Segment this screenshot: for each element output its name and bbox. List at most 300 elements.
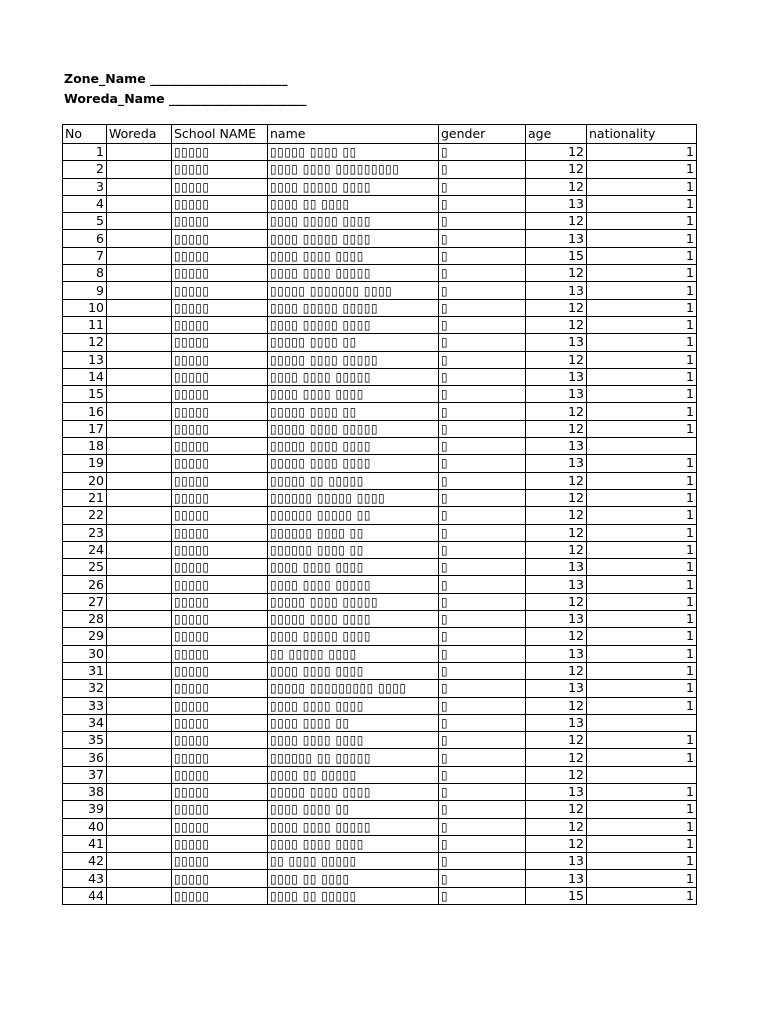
cell-age: 12 [526, 732, 587, 749]
cell-nationality: 1 [587, 299, 697, 316]
cell-name: ▯▯▯▯▯ ▯▯▯▯ ▯▯ [268, 144, 439, 161]
cell-no: 18 [63, 438, 107, 455]
cell-nationality: 1 [587, 732, 697, 749]
cell-name: ▯▯▯▯▯ ▯▯▯▯ ▯▯▯▯▯ [268, 351, 439, 368]
cell-school-name: ▯▯▯▯▯ [172, 714, 268, 731]
cell-woreda [107, 489, 172, 506]
cell-school-name: ▯▯▯▯▯ [172, 576, 268, 593]
cell-gender: ▯ [439, 835, 526, 852]
cell-age: 13 [526, 386, 587, 403]
cell-woreda [107, 299, 172, 316]
column-header-school-name: School NAME [172, 125, 268, 144]
cell-school-name: ▯▯▯▯▯ [172, 282, 268, 299]
cell-gender: ▯ [439, 714, 526, 731]
cell-school-name: ▯▯▯▯▯ [172, 611, 268, 628]
cell-woreda [107, 801, 172, 818]
cell-name: ▯▯▯▯▯▯ ▯▯▯▯▯ ▯▯ [268, 507, 439, 524]
cell-school-name: ▯▯▯▯▯ [172, 801, 268, 818]
table-row [63, 853, 697, 870]
cell-nationality: 1 [587, 316, 697, 333]
cell-gender: ▯ [439, 662, 526, 679]
cell-no: 38 [63, 783, 107, 800]
cell-name: ▯▯▯▯ ▯▯▯▯ ▯▯▯▯▯ [268, 265, 439, 282]
cell-age: 12 [526, 265, 587, 282]
cell-nationality: 1 [587, 697, 697, 714]
cell-name: ▯▯▯▯ ▯▯ ▯▯▯▯ [268, 870, 439, 887]
cell-no: 4 [63, 195, 107, 212]
cell-school-name: ▯▯▯▯▯ [172, 489, 268, 506]
cell-no: 19 [63, 455, 107, 472]
cell-gender: ▯ [439, 628, 526, 645]
table-row [63, 732, 697, 749]
cell-no: 6 [63, 230, 107, 247]
cell-no: 30 [63, 645, 107, 662]
cell-no: 27 [63, 593, 107, 610]
cell-name: ▯▯▯▯ ▯▯▯▯▯ ▯▯▯▯▯ [268, 299, 439, 316]
table-row [63, 368, 697, 385]
cell-gender: ▯ [439, 853, 526, 870]
table-row [63, 351, 697, 368]
table-row [63, 559, 697, 576]
cell-gender: ▯ [439, 489, 526, 506]
cell-school-name: ▯▯▯▯▯ [172, 247, 268, 264]
column-header-gender: gender [439, 125, 526, 144]
table-row [63, 576, 697, 593]
cell-age: 12 [526, 749, 587, 766]
cell-gender: ▯ [439, 178, 526, 195]
column-header-name: name [268, 125, 439, 144]
cell-woreda [107, 887, 172, 904]
cell-age: 15 [526, 887, 587, 904]
cell-gender: ▯ [439, 386, 526, 403]
cell-name: ▯▯▯▯▯▯ ▯▯▯▯ ▯▯ [268, 524, 439, 541]
cell-nationality [587, 438, 697, 455]
table-row [63, 593, 697, 610]
cell-school-name: ▯▯▯▯▯ [172, 887, 268, 904]
table-row [63, 144, 697, 161]
table-row [63, 316, 697, 333]
cell-age: 13 [526, 783, 587, 800]
cell-no: 17 [63, 420, 107, 437]
cell-nationality: 1 [587, 403, 697, 420]
cell-age: 12 [526, 818, 587, 835]
cell-name: ▯▯▯▯ ▯▯ ▯▯▯▯▯ [268, 887, 439, 904]
cell-nationality: 1 [587, 213, 697, 230]
cell-nationality: 1 [587, 265, 697, 282]
cell-nationality: 1 [587, 455, 697, 472]
cell-age: 12 [526, 507, 587, 524]
cell-woreda [107, 455, 172, 472]
cell-gender: ▯ [439, 316, 526, 333]
cell-age: 12 [526, 178, 587, 195]
table-row [63, 714, 697, 731]
cell-nationality: 1 [587, 628, 697, 645]
cell-school-name: ▯▯▯▯▯ [172, 472, 268, 489]
cell-age: 12 [526, 489, 587, 506]
cell-age: 13 [526, 334, 587, 351]
cell-nationality: 1 [587, 593, 697, 610]
cell-school-name: ▯▯▯▯▯ [172, 732, 268, 749]
table-row [63, 282, 697, 299]
table-row [63, 247, 697, 264]
cell-no: 10 [63, 299, 107, 316]
cell-school-name: ▯▯▯▯▯ [172, 559, 268, 576]
cell-school-name: ▯▯▯▯▯ [172, 662, 268, 679]
table-row [63, 645, 697, 662]
table-row [63, 541, 697, 558]
table-row [63, 420, 697, 437]
cell-nationality [587, 766, 697, 783]
cell-gender: ▯ [439, 697, 526, 714]
cell-woreda [107, 178, 172, 195]
cell-age: 12 [526, 766, 587, 783]
cell-no: 12 [63, 334, 107, 351]
cell-nationality: 1 [587, 472, 697, 489]
cell-gender: ▯ [439, 403, 526, 420]
cell-school-name: ▯▯▯▯▯ [172, 818, 268, 835]
table-row [63, 386, 697, 403]
column-header-no: No [63, 125, 107, 144]
cell-woreda [107, 870, 172, 887]
cell-gender: ▯ [439, 783, 526, 800]
cell-name: ▯▯▯▯ ▯▯▯▯ ▯▯▯▯ [268, 697, 439, 714]
cell-nationality: 1 [587, 611, 697, 628]
cell-school-name: ▯▯▯▯▯ [172, 368, 268, 385]
cell-no: 16 [63, 403, 107, 420]
cell-nationality: 1 [587, 853, 697, 870]
cell-school-name: ▯▯▯▯▯ [172, 316, 268, 333]
cell-school-name: ▯▯▯▯▯ [172, 161, 268, 178]
table-row [63, 818, 697, 835]
cell-nationality: 1 [587, 507, 697, 524]
cell-name: ▯▯▯▯▯ ▯▯▯▯ ▯▯▯▯▯ [268, 420, 439, 437]
cell-name: ▯▯▯▯▯▯ ▯▯ ▯▯▯▯▯ [268, 749, 439, 766]
cell-gender: ▯ [439, 472, 526, 489]
table-row [63, 887, 697, 904]
table-row [63, 697, 697, 714]
cell-no: 13 [63, 351, 107, 368]
cell-woreda [107, 316, 172, 333]
cell-school-name: ▯▯▯▯▯ [172, 507, 268, 524]
cell-nationality: 1 [587, 645, 697, 662]
cell-woreda [107, 213, 172, 230]
cell-name: ▯▯▯▯ ▯▯▯▯ ▯▯▯▯▯▯▯▯▯ [268, 161, 439, 178]
cell-nationality: 1 [587, 334, 697, 351]
table-row [63, 161, 697, 178]
cell-woreda [107, 541, 172, 558]
cell-gender: ▯ [439, 299, 526, 316]
cell-woreda [107, 662, 172, 679]
cell-gender: ▯ [439, 541, 526, 558]
cell-age: 12 [526, 801, 587, 818]
cell-age: 12 [526, 524, 587, 541]
cell-age: 13 [526, 230, 587, 247]
cell-woreda [107, 507, 172, 524]
cell-woreda [107, 403, 172, 420]
cell-no: 32 [63, 680, 107, 697]
cell-woreda [107, 438, 172, 455]
cell-age: 13 [526, 645, 587, 662]
cell-age: 13 [526, 368, 587, 385]
cell-nationality [587, 714, 697, 731]
cell-no: 35 [63, 732, 107, 749]
table-row [63, 507, 697, 524]
cell-age: 12 [526, 316, 587, 333]
cell-name: ▯▯▯▯▯ ▯▯▯▯ ▯▯▯▯ [268, 438, 439, 455]
cell-gender: ▯ [439, 368, 526, 385]
cell-name: ▯▯▯▯ ▯▯▯▯ ▯▯▯▯ [268, 559, 439, 576]
cell-age: 13 [526, 576, 587, 593]
cell-age: 13 [526, 559, 587, 576]
woreda-name-label: Woreda_Name ______________________ [64, 90, 307, 106]
cell-age: 12 [526, 541, 587, 558]
cell-age: 12 [526, 472, 587, 489]
cell-name: ▯▯▯▯▯ ▯▯▯▯▯▯▯ ▯▯▯▯ [268, 282, 439, 299]
cell-school-name: ▯▯▯▯▯ [172, 213, 268, 230]
cell-nationality: 1 [587, 489, 697, 506]
cell-school-name: ▯▯▯▯▯ [172, 783, 268, 800]
column-header-woreda: Woreda [107, 125, 172, 144]
cell-name: ▯▯▯▯ ▯▯ ▯▯▯▯ [268, 195, 439, 212]
cell-school-name: ▯▯▯▯▯ [172, 524, 268, 541]
cell-gender: ▯ [439, 455, 526, 472]
cell-gender: ▯ [439, 247, 526, 264]
cell-name: ▯▯▯▯ ▯▯▯▯ ▯▯▯▯▯ [268, 818, 439, 835]
cell-age: 12 [526, 144, 587, 161]
cell-age: 12 [526, 662, 587, 679]
cell-no: 28 [63, 611, 107, 628]
cell-woreda [107, 783, 172, 800]
cell-school-name: ▯▯▯▯▯ [172, 628, 268, 645]
cell-no: 44 [63, 887, 107, 904]
table-row [63, 403, 697, 420]
cell-no: 26 [63, 576, 107, 593]
cell-nationality: 1 [587, 282, 697, 299]
cell-name: ▯▯▯▯▯▯ ▯▯▯▯ ▯▯ [268, 541, 439, 558]
cell-name: ▯▯▯▯ ▯▯▯▯▯ ▯▯▯▯ [268, 213, 439, 230]
cell-gender: ▯ [439, 195, 526, 212]
cell-nationality: 1 [587, 541, 697, 558]
table-header [63, 125, 697, 144]
cell-no: 5 [63, 213, 107, 230]
cell-gender: ▯ [439, 680, 526, 697]
cell-no: 3 [63, 178, 107, 195]
cell-age: 12 [526, 593, 587, 610]
cell-no: 21 [63, 489, 107, 506]
cell-name: ▯▯▯▯ ▯▯▯▯▯ ▯▯▯▯ [268, 230, 439, 247]
cell-woreda [107, 247, 172, 264]
cell-age: 13 [526, 611, 587, 628]
cell-name: ▯▯▯▯▯▯ ▯▯▯▯▯ ▯▯▯▯ [268, 489, 439, 506]
cell-woreda [107, 282, 172, 299]
cell-nationality: 1 [587, 195, 697, 212]
cell-name: ▯▯ ▯▯▯▯ ▯▯▯▯▯ [268, 853, 439, 870]
cell-no: 23 [63, 524, 107, 541]
cell-woreda [107, 161, 172, 178]
cell-age: 12 [526, 213, 587, 230]
table-row [63, 766, 697, 783]
cell-no: 22 [63, 507, 107, 524]
cell-gender: ▯ [439, 334, 526, 351]
cell-age: 12 [526, 299, 587, 316]
cell-no: 11 [63, 316, 107, 333]
table-row [63, 801, 697, 818]
table-row [63, 334, 697, 351]
cell-name: ▯▯▯▯ ▯▯▯▯ ▯▯ [268, 801, 439, 818]
cell-gender: ▯ [439, 766, 526, 783]
cell-gender: ▯ [439, 438, 526, 455]
table-row [63, 472, 697, 489]
cell-woreda [107, 386, 172, 403]
cell-woreda [107, 472, 172, 489]
cell-nationality: 1 [587, 368, 697, 385]
cell-school-name: ▯▯▯▯▯ [172, 334, 268, 351]
cell-no: 24 [63, 541, 107, 558]
cell-age: 12 [526, 697, 587, 714]
cell-age: 12 [526, 161, 587, 178]
cell-woreda [107, 559, 172, 576]
cell-name: ▯▯▯▯▯ ▯▯▯▯▯▯▯▯▯ ▯▯▯▯ [268, 680, 439, 697]
cell-age: 13 [526, 455, 587, 472]
cell-name: ▯▯▯▯ ▯▯▯▯ ▯▯▯▯▯ [268, 368, 439, 385]
cell-school-name: ▯▯▯▯▯ [172, 697, 268, 714]
cell-gender: ▯ [439, 230, 526, 247]
cell-nationality: 1 [587, 801, 697, 818]
table-row [63, 178, 697, 195]
cell-woreda [107, 835, 172, 852]
cell-no: 36 [63, 749, 107, 766]
cell-gender: ▯ [439, 887, 526, 904]
cell-no: 37 [63, 766, 107, 783]
table-row [63, 611, 697, 628]
cell-gender: ▯ [439, 870, 526, 887]
cell-school-name: ▯▯▯▯▯ [172, 299, 268, 316]
cell-gender: ▯ [439, 524, 526, 541]
cell-name: ▯▯ ▯▯▯▯▯ ▯▯▯▯ [268, 645, 439, 662]
cell-school-name: ▯▯▯▯▯ [172, 680, 268, 697]
cell-woreda [107, 749, 172, 766]
table-row [63, 870, 697, 887]
cell-woreda [107, 230, 172, 247]
cell-gender: ▯ [439, 732, 526, 749]
student-table [62, 124, 697, 905]
cell-nationality: 1 [587, 420, 697, 437]
cell-no: 43 [63, 870, 107, 887]
cell-age: 12 [526, 835, 587, 852]
table-row [63, 230, 697, 247]
cell-name: ▯▯▯▯ ▯▯ ▯▯▯▯▯ [268, 766, 439, 783]
cell-no: 25 [63, 559, 107, 576]
cell-school-name: ▯▯▯▯▯ [172, 749, 268, 766]
cell-gender: ▯ [439, 420, 526, 437]
cell-nationality: 1 [587, 559, 697, 576]
cell-woreda [107, 524, 172, 541]
cell-no: 20 [63, 472, 107, 489]
cell-school-name: ▯▯▯▯▯ [172, 265, 268, 282]
table-row [63, 455, 697, 472]
cell-school-name: ▯▯▯▯▯ [172, 230, 268, 247]
cell-gender: ▯ [439, 213, 526, 230]
cell-nationality: 1 [587, 386, 697, 403]
cell-name: ▯▯▯▯▯ ▯▯▯▯ ▯▯▯▯ [268, 783, 439, 800]
cell-school-name: ▯▯▯▯▯ [172, 541, 268, 558]
cell-gender: ▯ [439, 144, 526, 161]
cell-woreda [107, 680, 172, 697]
cell-age: 13 [526, 438, 587, 455]
cell-name: ▯▯▯▯ ▯▯▯▯ ▯▯▯▯ [268, 662, 439, 679]
cell-woreda [107, 144, 172, 161]
table-row [63, 783, 697, 800]
cell-school-name: ▯▯▯▯▯ [172, 438, 268, 455]
zone-name-label: Zone_Name ______________________ [64, 71, 288, 86]
cell-nationality: 1 [587, 783, 697, 800]
cell-woreda [107, 576, 172, 593]
cell-woreda [107, 645, 172, 662]
cell-age: 13 [526, 195, 587, 212]
cell-school-name: ▯▯▯▯▯ [172, 386, 268, 403]
cell-nationality: 1 [587, 835, 697, 852]
cell-woreda [107, 265, 172, 282]
cell-nationality: 1 [587, 178, 697, 195]
cell-nationality: 1 [587, 230, 697, 247]
cell-nationality: 1 [587, 887, 697, 904]
document-header [64, 69, 306, 108]
cell-name: ▯▯▯▯▯ ▯▯▯▯ ▯▯▯▯ [268, 611, 439, 628]
cell-nationality: 1 [587, 680, 697, 697]
cell-no: 2 [63, 161, 107, 178]
table-row [63, 299, 697, 316]
table-row [63, 662, 697, 679]
cell-name: ▯▯▯▯ ▯▯▯▯ ▯▯▯▯ [268, 835, 439, 852]
cell-age: 13 [526, 870, 587, 887]
cell-gender: ▯ [439, 282, 526, 299]
cell-woreda [107, 593, 172, 610]
cell-gender: ▯ [439, 593, 526, 610]
cell-school-name: ▯▯▯▯▯ [172, 645, 268, 662]
table-row [63, 835, 697, 852]
cell-woreda [107, 420, 172, 437]
cell-name: ▯▯▯▯ ▯▯▯▯▯ ▯▯▯▯ [268, 628, 439, 645]
cell-woreda [107, 351, 172, 368]
table-row [63, 438, 697, 455]
cell-age: 12 [526, 628, 587, 645]
cell-age: 13 [526, 853, 587, 870]
cell-no: 40 [63, 818, 107, 835]
cell-gender: ▯ [439, 161, 526, 178]
cell-no: 39 [63, 801, 107, 818]
cell-name: ▯▯▯▯▯ ▯▯▯▯ ▯▯ [268, 334, 439, 351]
cell-gender: ▯ [439, 645, 526, 662]
cell-school-name: ▯▯▯▯▯ [172, 144, 268, 161]
cell-no: 14 [63, 368, 107, 385]
table-row [63, 213, 697, 230]
cell-nationality: 1 [587, 576, 697, 593]
cell-name: ▯▯▯▯▯ ▯▯ ▯▯▯▯▯ [268, 472, 439, 489]
cell-woreda [107, 766, 172, 783]
cell-age: 13 [526, 282, 587, 299]
cell-no: 1 [63, 144, 107, 161]
cell-school-name: ▯▯▯▯▯ [172, 351, 268, 368]
cell-name: ▯▯▯▯ ▯▯▯▯ ▯▯▯▯▯ [268, 576, 439, 593]
cell-school-name: ▯▯▯▯▯ [172, 403, 268, 420]
cell-nationality: 1 [587, 524, 697, 541]
cell-no: 29 [63, 628, 107, 645]
cell-gender: ▯ [439, 611, 526, 628]
cell-woreda [107, 853, 172, 870]
cell-no: 7 [63, 247, 107, 264]
cell-nationality: 1 [587, 247, 697, 264]
cell-woreda [107, 818, 172, 835]
